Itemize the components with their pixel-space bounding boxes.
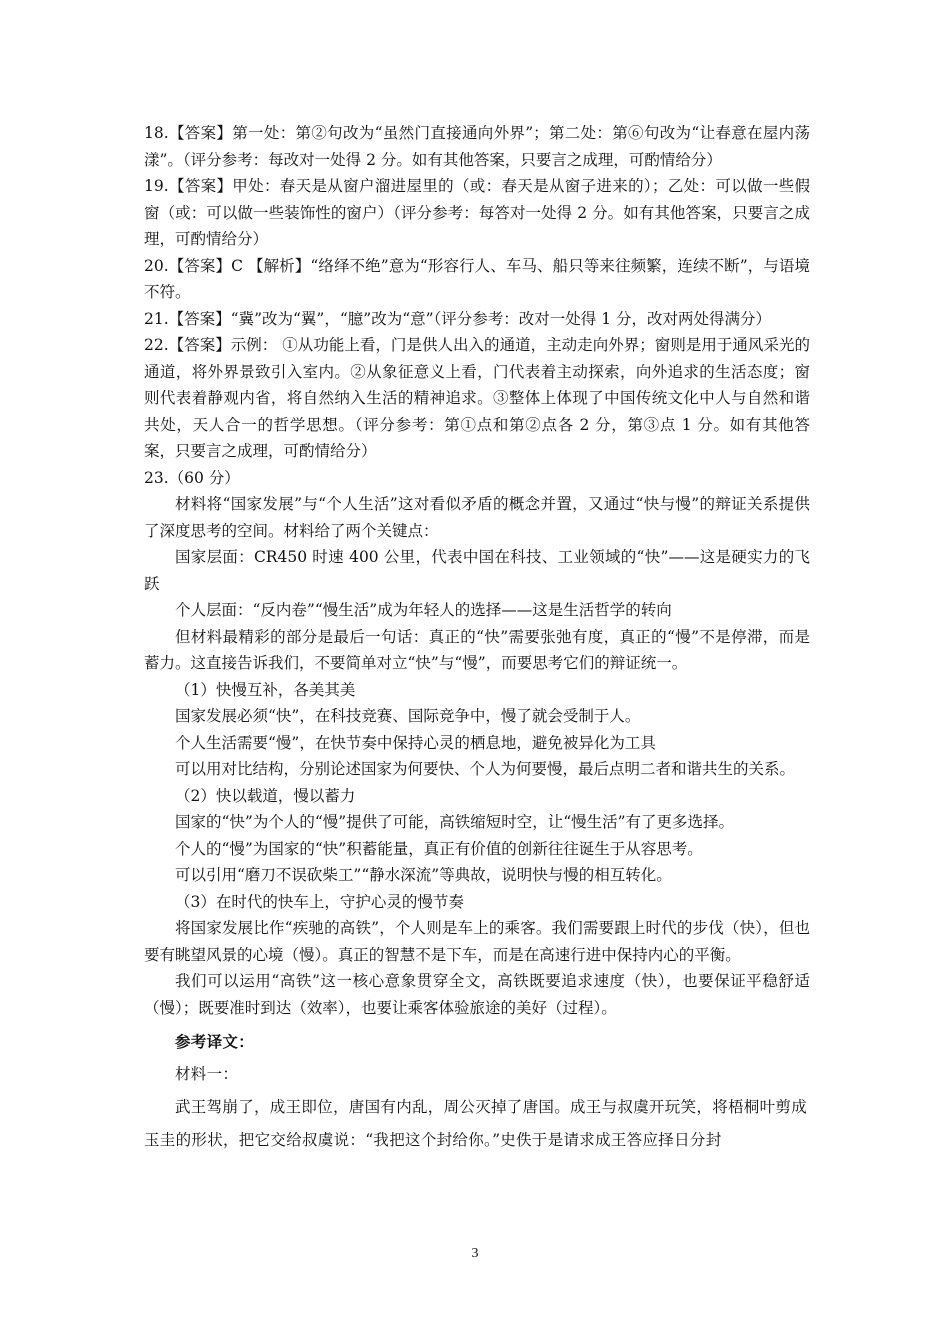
material-one-translation: 武王驾崩了，成王即位，唐国有内乱，周公灭掉了唐国。成王与叔虞开玩笑，将梧桐叶剪成玉圭的形状，把它交给叔虞说：“我把这个封给你。”史佚于是请求成王答应择日分封 bbox=[144, 1098, 808, 1149]
answer-21: 21.【答案】“冀”改为“翼”，“臆”改为“意”（评分参考：改对一处得 1 分，改对两处得满分） bbox=[144, 309, 772, 328]
angle-2-line-1: 国家的“快”为个人的“慢”提供了可能，高铁缩短时空，让“慢生活”有了更多选择。 bbox=[175, 813, 735, 831]
essay-point-national: 国家层面：CR450 时速 400 公里，代表中国在科技、工业领域的“快”——这是硬实力的飞跃 bbox=[144, 548, 810, 593]
angle-3-line-1: 将国家发展比作“疾驰的高铁”，个人则是车上的乘客。我们需要跟上时代的步伐（快），但也要有眺望风景的心境（慢）。真正的智慧不是下车，而是在高速行进中保持内心的平衡。 bbox=[144, 919, 810, 964]
answer-20: 20.【答案】C 【解析】“络绎不绝”意为“形容行人、车马、船只等来往频繁，连续不断”，与语境不符。 bbox=[144, 256, 810, 301]
answer-18: 18.【答案】第一处：第②句改为“虽然门直接通向外界”；第二处：第⑥句改为“让春意在屋内荡漾”。（评分参考：每改对一处得 2 分。如有其他答案，只要言之成理，可酌情给分） bbox=[144, 124, 810, 169]
angle-1-line-1: 国家发展必须“快”，在科技竞赛、国际竞争中，慢了就会受制于人。 bbox=[175, 707, 641, 725]
angle-2-line-3: 可以引用“磨刀不误砍柴工”“静水深流”等典故，说明快与慢的相互转化。 bbox=[175, 866, 672, 884]
answer-content bbox=[144, 120, 810, 1157]
material-one-label: 材料一： bbox=[175, 1065, 239, 1083]
reference-translation-heading: 参考译文： bbox=[175, 1032, 255, 1051]
angle-2-title: （2）快以载道，慢以蓄力 bbox=[175, 786, 356, 805]
essay-point-personal: 个人层面：“反内卷”“慢生活”成为年轻人的选择——这是生活哲学的转向 bbox=[175, 601, 672, 619]
angle-2-line-2: 个人的“慢”为国家的“快”积蓄能量，真正有价值的创新往往诞生于从容思考。 bbox=[175, 839, 703, 858]
angle-1-line-2: 个人生活需要“慢”，在快节奏中保持心灵的栖息地，避免被异化为工具 bbox=[175, 733, 656, 752]
answer-19: 19.【答案】甲处：春天是从窗户溜进屋里的（或：春天是从窗子进来的）；乙处：可以做一些假窗（或：可以做一些装饰性的窗户）（评分参考：每答对一处得 2 分。如有其他答案，只要言之成理，可酌情给分） bbox=[144, 177, 810, 248]
angle-1-title: （1）快慢互补，各美其美 bbox=[175, 680, 356, 699]
page-number: 3 bbox=[471, 1246, 479, 1261]
essay-analysis-intro: 材料将“国家发展”与“个人生活”这对看似矛盾的概念并置，又通过“快与慢”的辩证关系提供了深度思考的空间。材料给了两个关键点： bbox=[144, 495, 810, 540]
angle-3-title: （3）在时代的快车上，守护心灵的慢节奏 bbox=[175, 892, 464, 911]
question-23-heading: 23.（60 分） bbox=[144, 468, 240, 487]
answer-22: 22.【答案】示例： ①从功能上看，门是供人出入的通道，主动走向外界；窗则是用于通风采光的通道，将外界景致引入室内。②从象征意义上看，门代表着主动探索，向外追求的生活态度；窗则代表着静观内省，将自然纳入生活的精神追求。③整体上体现了中国传统文化中人与自然和谐共处，天人合一的哲学思想。（评分参考：第①点和第②点各 2 分，第③点 1 分。如有其他答案，只要言之成理，可酌情给分） bbox=[144, 336, 810, 460]
angle-3-line-2: 我们可以运用“高铁”这一核心意象贯穿全文，高铁既要追求速度（快），也要保证平稳舒适（慢）；既要准时到达（效率），也要让乘客体验旅途的美好（过程）。 bbox=[144, 972, 810, 1017]
essay-key-sentence: 但材料最精彩的部分是最后一句话：真正的“快”需要张弛有度，真正的“慢”不是停滞，而是蓄力。这直接告诉我们，不要简单对立“快”与“慢”，而要思考它们的辩证统一。 bbox=[144, 627, 810, 672]
angle-1-line-3: 可以用对比结构，分别论述国家为何要快、个人为何要慢，最后点明二者和谐共生的关系。 bbox=[175, 760, 796, 778]
